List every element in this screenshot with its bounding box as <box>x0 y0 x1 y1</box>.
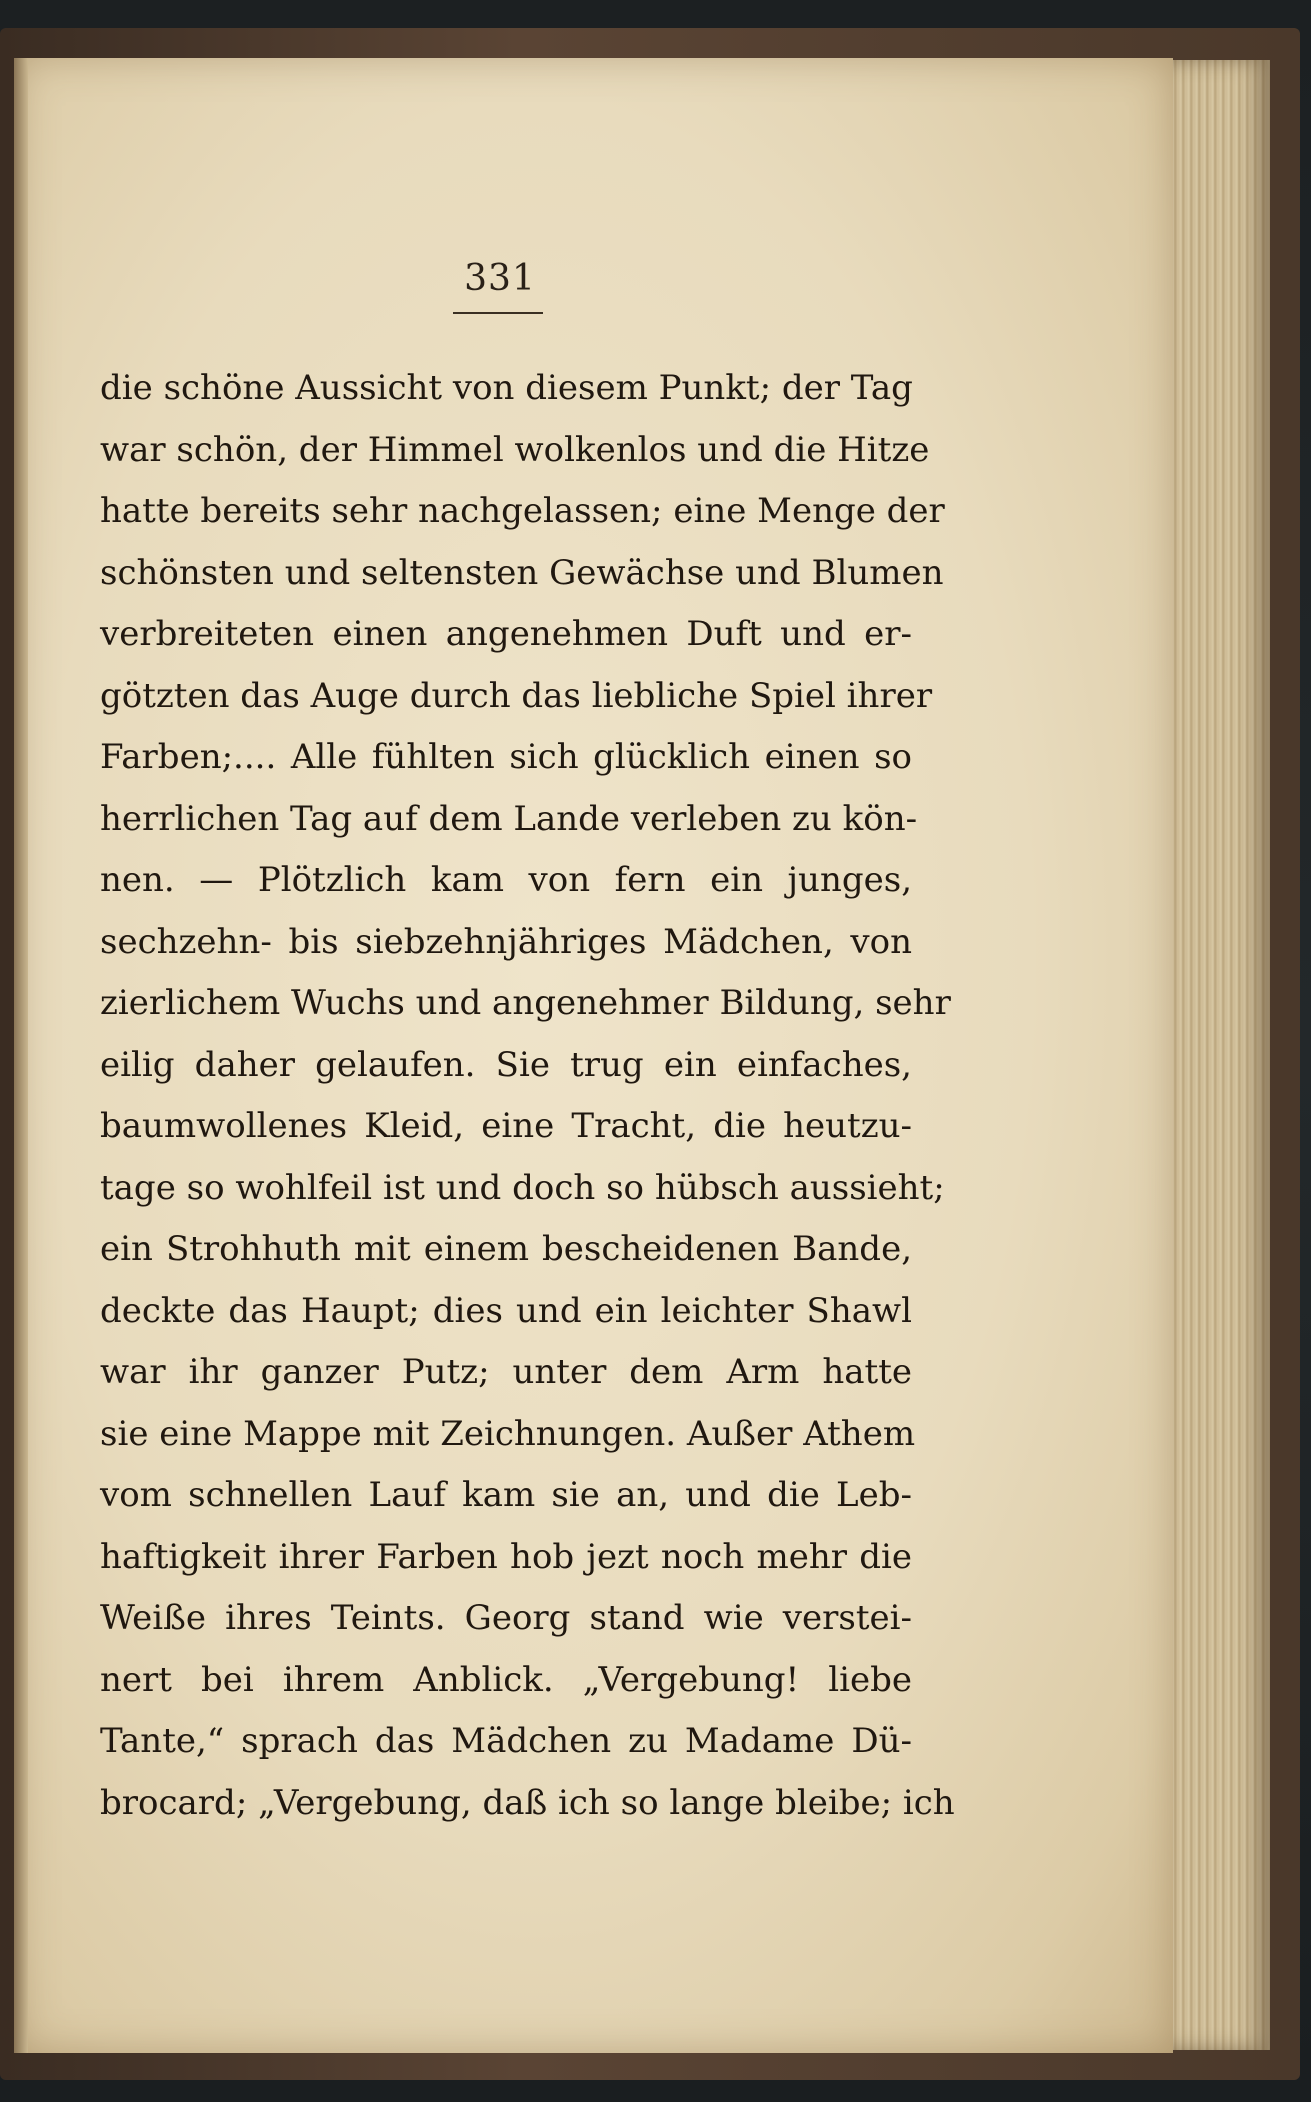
page-number-rule <box>453 312 543 314</box>
text-line: sie eine Mappe mit Zeichnungen. Außer Athem <box>100 1413 916 1454</box>
text-line: die schöne Aussicht von diesem Punkt; der Tag <box>100 368 913 408</box>
page-gutter <box>14 58 28 2053</box>
text-line: schönsten und seltensten Gewächse und Blumen <box>100 552 944 593</box>
text-line: brocard; „Vergebung, daß ich so lange bleibe; ich <box>100 1782 955 1823</box>
text-line: sechzehn- bis siebzehnjähriges Mädchen, von <box>100 921 912 962</box>
page-number: 331 <box>464 258 536 299</box>
text-line: eilig daher gelaufen. Sie trug ein einfaches, <box>100 1044 912 1085</box>
page-text <box>100 358 955 1834</box>
text-line: vom schnellen Lauf kam sie an, und die Leb- <box>100 1475 912 1515</box>
text-line: haftigkeit ihrer Farben hob jezt noch mehr die <box>100 1536 912 1577</box>
text-line: zierlichem Wuchs und angenehmer Bildung, sehr <box>100 983 951 1023</box>
text-line: Weiße ihres Teints. Georg stand wie verstei- <box>100 1598 912 1638</box>
text-line: ein Strohhuth mit einem bescheidenen Bande, <box>100 1229 912 1269</box>
text-line: war schön, der Himmel wolkenlos und die Hitze <box>100 429 930 470</box>
text-line: deckte das Haupt; dies und ein leichter Shawl <box>100 1290 912 1331</box>
text-line: baumwollenes Kleid, eine Tracht, die heutzu- <box>100 1106 912 1146</box>
text-line: hatte bereits sehr nachgelassen; eine Menge der <box>100 491 945 531</box>
text-line: verbreiteten einen angenehmen Duft und er- <box>100 614 912 654</box>
page-edges <box>1170 60 1270 2050</box>
text-line: war ihr ganzer Putz; unter dem Arm hatte <box>100 1352 912 1392</box>
text-line: nen. — Plötzlich kam von fern ein junges, <box>100 860 912 900</box>
text-line: herrlichen Tag auf dem Lande verleben zu kön- <box>100 798 918 839</box>
text-line: Farben;.... Alle fühlten sich glücklich einen so <box>100 737 912 777</box>
text-line: tage so wohlfeil ist und doch so hübsch aussieht; <box>100 1167 945 1208</box>
text-line: nert bei ihrem Anblick. „Vergebung! liebe <box>100 1659 912 1700</box>
text-line: götzten das Auge durch das liebliche Spiel ihrer <box>100 675 933 716</box>
text-line: Tante,“ sprach das Mädchen zu Madame Dü- <box>100 1721 912 1761</box>
